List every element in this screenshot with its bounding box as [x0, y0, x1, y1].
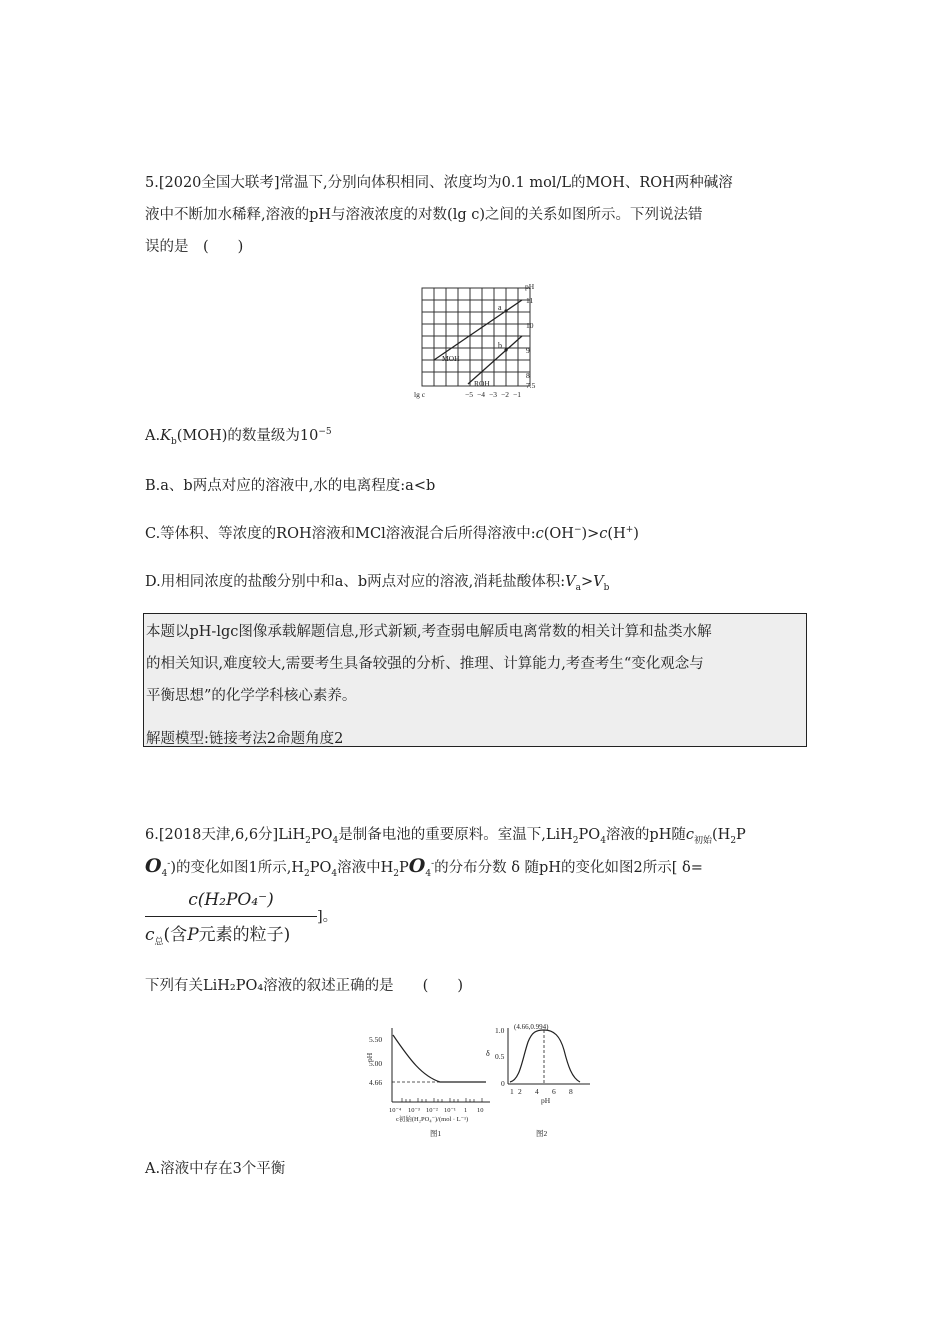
fig2-x-tick-8: 8 [569, 1087, 573, 1096]
q5-stem-line1: 5.[2020全国大联考]常温下,分别向体积相同、浓度均为0.1 mol/L的MOH、ROH两种碱溶 [145, 175, 733, 191]
fig1-x-tick-1e-1: 10⁻¹ [444, 1107, 456, 1114]
q6-question: 下列有关LiH₂PO₄溶液的叙述正确的是 ( ) [145, 978, 463, 994]
fig2-x-tick-2: 2 [518, 1087, 522, 1096]
fig1-y-tick-5-00: 5.00 [369, 1059, 383, 1068]
delta-definition-fraction [145, 890, 317, 947]
q5-option-b: B.a、b两点对应的溶液中,水的电离程度:a<b [145, 478, 436, 494]
fraction-denominator: $c_总$(含P元素的粒子) [145, 925, 291, 948]
fig1-x-tick-1e-4: 10⁻⁴ [389, 1107, 402, 1114]
moh-series-label: MOH [442, 354, 460, 363]
q6-stem-line2: $O_4^-$)的变化如图1所示$,H_2PO_4$溶液中$H_2PO_4^-$的分布分数 δ 随pH的变化如图2所示[ δ= [145, 855, 703, 879]
point-b-marker [504, 348, 507, 351]
figure2-delta-vs-ph [480, 1020, 595, 1138]
y-tick-7-5: 7.5 [526, 381, 536, 390]
fig1-x-tick-1: 1 [464, 1107, 468, 1114]
y-tick-8: 8 [526, 371, 530, 380]
fig2-x-label: pH [541, 1096, 551, 1105]
x-tick-minus2: −2 [501, 390, 509, 399]
q5-stem-line3: 误的是 ( ) [145, 239, 244, 255]
chart-grid [422, 288, 530, 386]
q5-stem-line2: 液中不断加水稀释,溶液的pH与溶液浓度的对数(lg c)之间的关系如图所示。下列说法错 [145, 207, 703, 223]
q6-option-a: A.溶液中存在3个平衡 [145, 1161, 286, 1177]
fig2-curve [510, 1030, 580, 1082]
x-axis-label: lg c [414, 390, 426, 399]
fig1-caption: 图1 [430, 1129, 442, 1138]
figure1-ph-vs-concentration [360, 1020, 500, 1138]
q6-stem-line1: 6.[2018天津,6,6分]$LiH_2PO_4$是制备电池的重要原料。室温下$,LiH_2PO_4$溶液的pH随$c_{初始}(H_2P$ [145, 827, 746, 846]
fraction-close-bracket: ]。 [317, 909, 338, 925]
explanation-line2: 的相关知识,难度较大,需要考生具备较强的分析、推理、计算能力,考查考生“变化观念与 [146, 656, 704, 672]
fig2-x-tick-4: 4 [535, 1087, 539, 1096]
point-a-label: a [498, 303, 502, 312]
y-axis-label: pH [525, 282, 535, 291]
x-tick-minus1: −1 [513, 390, 521, 399]
x-tick-minus4: −4 [477, 390, 485, 399]
fig1-curve [393, 1035, 486, 1082]
fig1-x-tick-1e-2: 10⁻² [426, 1107, 438, 1114]
ph-lgc-chart [410, 280, 550, 405]
explanation-line3: 平衡思想”的化学学科核心素养。 [146, 688, 357, 704]
fig1-y-label: pH [365, 1052, 374, 1062]
fig2-caption: 图2 [536, 1129, 548, 1138]
fig1-x-label: c初始(H₂PO₄⁻)/(mol · L⁻¹) [396, 1116, 469, 1123]
fig2-y-tick-0: 0 [501, 1079, 505, 1088]
y-tick-10: 10 [526, 321, 534, 330]
y-tick-11: 11 [526, 296, 534, 305]
explanation-line1: 本题以pH-lgc图像承载解题信息,形式新颖,考查弱电解质电离常数的相关计算和盐类水解 [146, 624, 712, 640]
fig2-y-label: δ [486, 1049, 490, 1058]
x-tick-minus5: −5 [465, 390, 473, 399]
q5-option-d: D.用相同浓度的盐酸分别中和a、b两点对应的溶液,消耗盐酸体积$:V_a>V_b$ [145, 574, 610, 593]
fig2-y-tick-1-0: 1.0 [495, 1026, 505, 1035]
solving-model-line: 解题模型:链接考法2命题角度2 [146, 731, 344, 747]
roh-series-label: ROH [474, 379, 490, 388]
fig2-y-tick-0-5: 0.5 [495, 1052, 505, 1061]
fig1-y-tick-4-66: 4.66 [369, 1078, 383, 1087]
fig1-x-tick-1e-3: 10⁻³ [408, 1107, 420, 1114]
fig2-x-tick-1: 1 [510, 1087, 514, 1096]
fraction-numerator: c(H₂PO₄⁻) [188, 890, 274, 910]
q5-option-a: $A.K_b(MOH)$的数量级为$10^{-5}$ [145, 427, 332, 447]
point-a-marker [504, 309, 507, 312]
moh-line [434, 300, 522, 360]
fig1-x-tick-10: 10 [477, 1107, 484, 1114]
fig1-y-tick-5-50: 5.50 [369, 1035, 383, 1044]
y-tick-9: 9 [526, 346, 530, 355]
point-b-label: b [498, 341, 502, 350]
fig2-peak-label: (4.66,0.994) [514, 1023, 549, 1031]
q5-option-c: C.等体积、等浓度的ROH溶液和MCl溶液混合后所得溶液中:c(OH−)>c(H+) [145, 525, 639, 542]
x-tick-minus3: −3 [489, 390, 497, 399]
fig2-x-tick-6: 6 [552, 1087, 556, 1096]
explanation-box [143, 613, 807, 747]
